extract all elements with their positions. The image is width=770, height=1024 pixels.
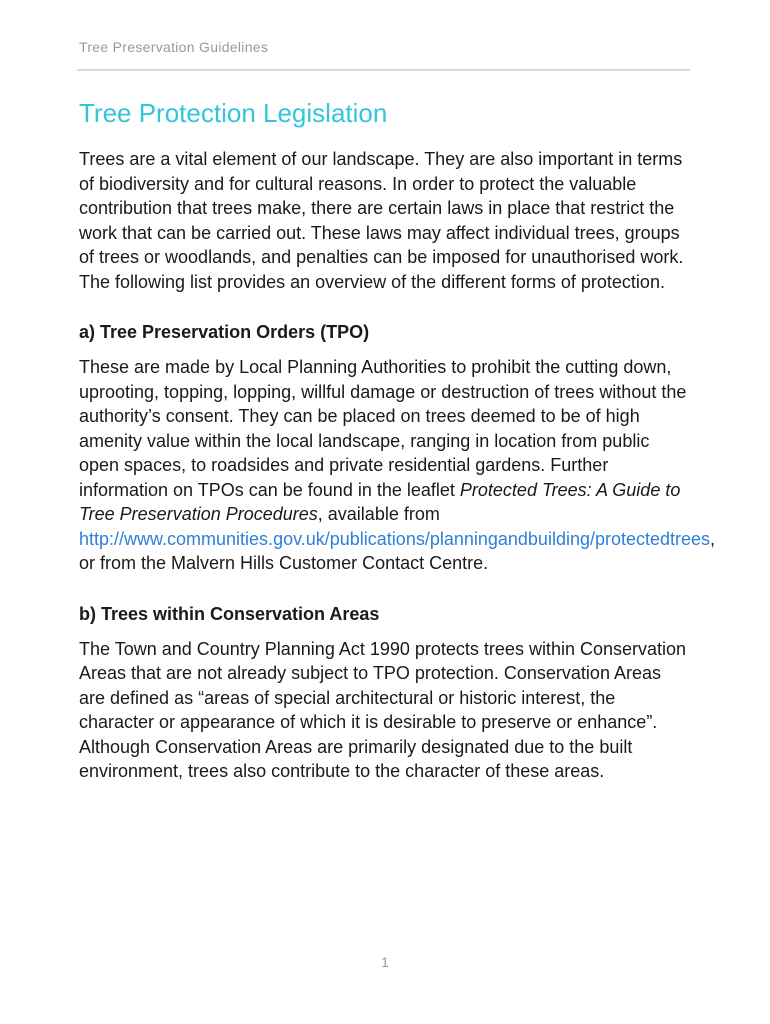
page-title: Tree Protection Legislation [79,98,388,128]
section-b-paragraph: The Town and Country Planning Act 1990 protects trees within Conservation Areas that are not already subject to TPO protection. Conservation Areas are defined as “areas of special architectural or historic interest, the character or appearance of which it is desirable to preserve or enhance”. Although Conservation Areas are primarily designated due to the built environment, trees also contribute to the character of these areas. [79,638,687,781]
intro-paragraph: Trees are a vital element of our landscape. They are also important in terms of biodiversity and for cultural reasons. In order to protect the valuable contribution that trees make, there are certain laws in place that restrict the work that can be carried out. These laws may affect individual trees, groups of trees or woodlands, and penalties can be imposed for unauthorised work. The following list provides an overview of the different forms of protection. [79,149,684,292]
section-a-text-3: , or from the Malvern Hills Customer Contact Centre. [79,528,716,573]
page-content [79,96,716,784]
header-divider [77,69,690,71]
section-a-text-2: , available from [317,504,440,524]
section-a-heading: a) Tree Preservation Orders (TPO) [79,322,370,342]
page-number: 1 [381,954,389,970]
section-a-text-1: These are made by Local Planning Authorities to prohibit the cutting down, uprooting, topping, lopping, willful damage or destruction of trees without the authority’s consent. They can be placed on trees deemed to be of high amenity value within the local landscape, ranging in location from public open spaces, to roadsides and private residential gardens. Further information on TPOs can be found in the leaflet [79,357,687,500]
section-a-paragraph [79,355,716,576]
protected-trees-link[interactable]: http://www.communities.gov.uk/publications/planningandbuilding/protectedtrees [79,528,711,549]
leaflet-title: Protected Trees: A Guide to Tree Preservation Procedures [79,479,681,524]
section-b-heading: b) Trees within Conservation Areas [79,603,380,624]
running-header: Tree Preservation Guidelines [79,39,269,55]
